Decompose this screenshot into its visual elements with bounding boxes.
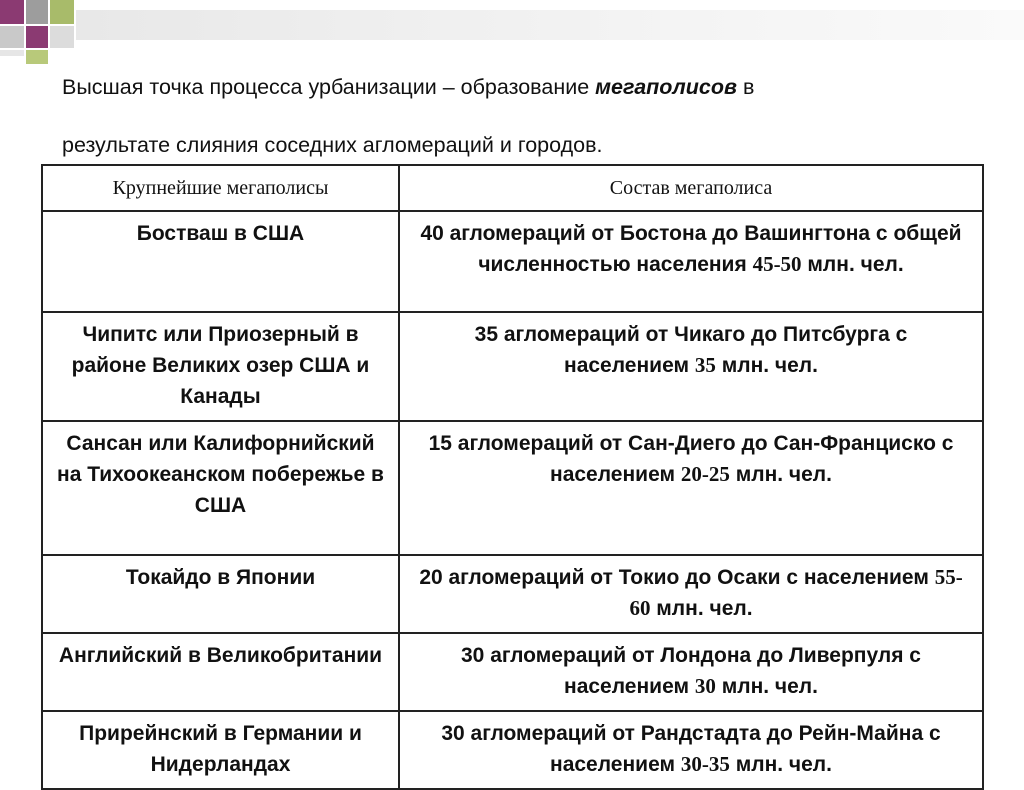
header-bar [76, 10, 1024, 40]
composition-text: 30 агломераций от Рандстадта до Рейн-Майна с населением [441, 722, 941, 776]
megalopolis-name: Чипитс или Приозерный в районе Великих озер США и Канады [42, 312, 399, 421]
composition-text: 40 агломераций от Бостона до Вашингтона с общей численностью населения [420, 222, 962, 276]
composition-text: млн. чел. [729, 753, 832, 776]
megalopolis-composition [399, 711, 983, 789]
population-number: 30-35 [680, 752, 730, 776]
megalopolis-composition [399, 633, 983, 711]
composition-text: млн. чел. [729, 463, 832, 486]
composition-text: 15 агломераций от Сан-Диего до Сан-Франциско с населением [428, 432, 954, 486]
intro-text-part: Высшая точка процесса урбанизации – образование [62, 75, 596, 99]
decor-square [50, 0, 74, 24]
table-row [42, 633, 983, 711]
decor-square [0, 26, 24, 48]
population-number: 55-60 [629, 565, 963, 620]
decor-square [0, 50, 24, 56]
composition-text: млн. чел. [650, 597, 753, 620]
table-header-row [42, 165, 983, 211]
composition-text: млн. чел. [801, 253, 904, 276]
intro-text [62, 58, 992, 174]
table-row [42, 211, 983, 312]
megalopolis-name: Бостваш в США [42, 211, 399, 312]
decor-square [26, 50, 48, 64]
table-row [42, 711, 983, 789]
decor-square [0, 0, 24, 24]
table-row [42, 312, 983, 421]
megalopolis-composition [399, 555, 983, 633]
intro-emphasis: мегаполисов [595, 75, 738, 99]
intro-text-part: в [737, 75, 755, 99]
population-number: 30 [694, 674, 716, 698]
population-number: 35 [694, 353, 716, 377]
table-row [42, 421, 983, 555]
megalopolis-name: Сансан или Калифорнийский на Тихоокеанском побережье в США [42, 421, 399, 555]
megalopolis-composition [399, 421, 983, 555]
megalopolis-composition [399, 312, 983, 421]
table-row [42, 555, 983, 633]
megalopolis-composition [399, 211, 983, 312]
decor-square [26, 0, 48, 24]
megalopolis-name: Прирейнский в Германии и Нидерландах [42, 711, 399, 789]
composition-text: 30 агломераций от Лондона до Ливерпуля с населением [461, 644, 921, 698]
composition-text: 20 агломераций от Токио до Осаки с населением [419, 566, 935, 589]
intro-line-2: результате слияния соседних агломераций и городов. [62, 133, 603, 157]
megalopolis-table [41, 164, 984, 790]
intro-line-1 [62, 58, 992, 116]
decor-square [50, 26, 74, 48]
composition-text: млн. чел. [715, 675, 818, 698]
header-megalopolises: Крупнейшие мегаполисы [42, 165, 399, 211]
decor-square [26, 26, 48, 48]
megalopolis-name: Английский в Великобритании [42, 633, 399, 711]
megalopolis-name: Токайдо в Японии [42, 555, 399, 633]
header-composition: Состав мегаполиса [399, 165, 983, 211]
population-number: 45-50 [752, 252, 802, 276]
population-number: 20-25 [680, 462, 730, 486]
composition-text: млн. чел. [715, 354, 818, 377]
composition-text: 35 агломераций от Чикаго до Питсбурга с населением [474, 323, 908, 377]
